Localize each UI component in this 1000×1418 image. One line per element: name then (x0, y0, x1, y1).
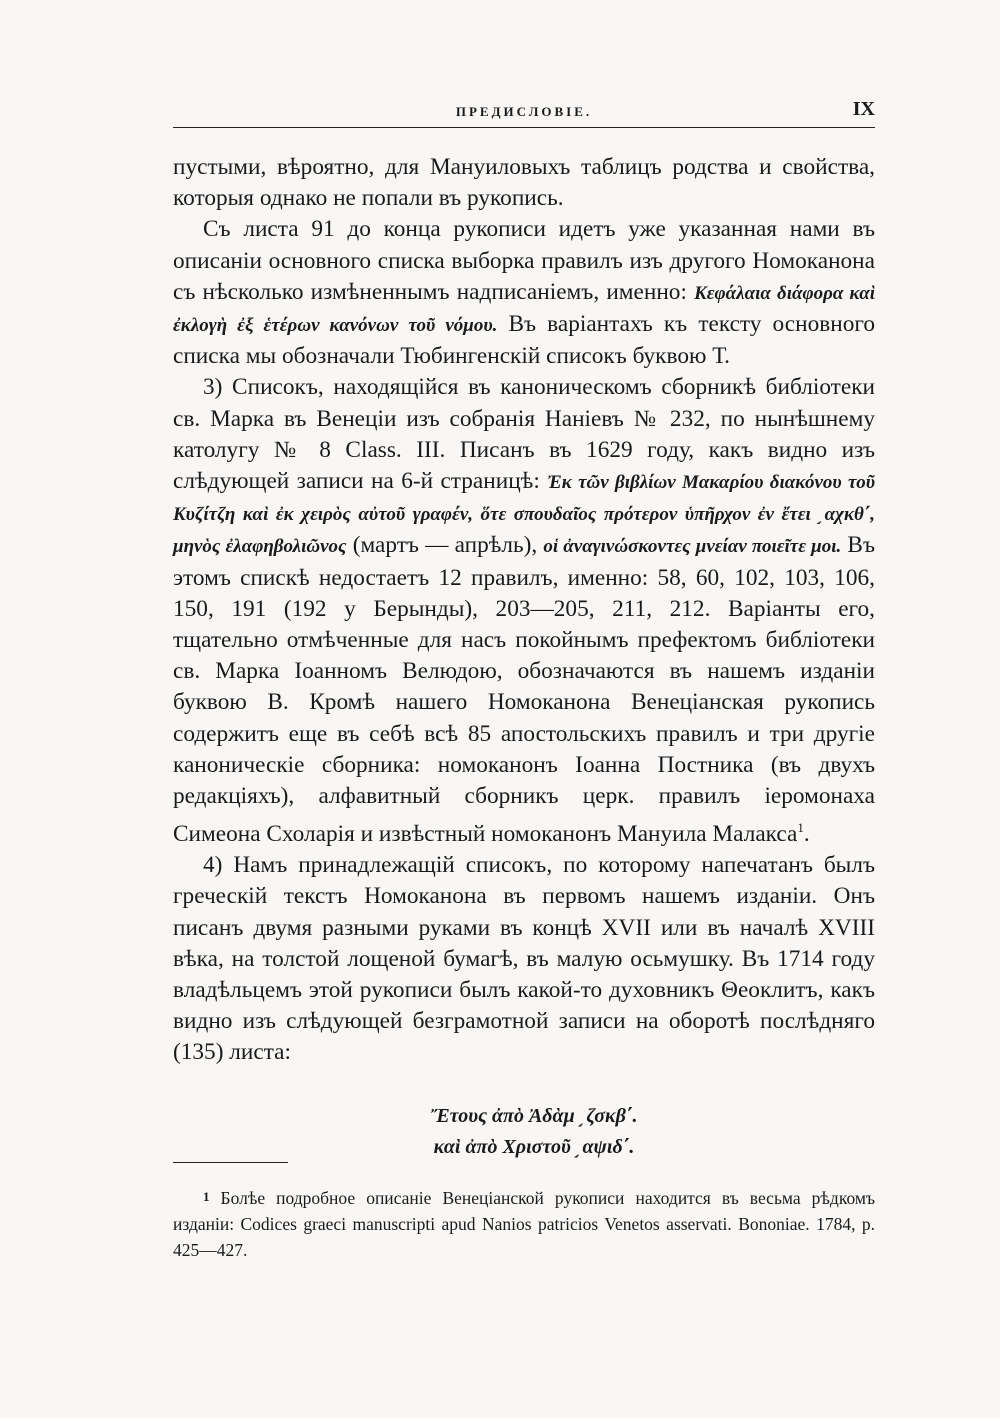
paragraph-2-text-b: Въ варіантахъ къ тексту основного списка мы обозначали Тюбингенскій списокъ буквою Т. (173, 311, 875, 370)
quote-line-1: Ἔτους ἀπὸ Ἀδὰμ ͵ζσκβ΄. (430, 1105, 638, 1127)
footnote-reference: 1 (797, 820, 804, 836)
greek-inscription: Ἐκ τῶν βιβλίων Μακαρίου διακόνου τοῦ Κυζίτζη καὶ ἐκ χειρὸς αὐτοῦ γραφέν, ὅτε σπουδαῖος πρότερον ὑπῆρχον ἐν ἔτει ͵αχκθ΄, μηνὸς ἐλαφηβολιῶνος (173, 472, 875, 558)
paragraph-3 (173, 372, 875, 850)
paragraph-3-text-b: (мартъ — апрѣль), (346, 532, 544, 559)
paragraph-2 (173, 214, 875, 372)
paragraph-4 (173, 850, 875, 1068)
greek-title: Κεφάλαια διάφορα καὶ ἐκλογὴ ἐξ ἑτέρων κανόνων τοῦ νόμου. (173, 282, 875, 337)
footnote-text-block (173, 1184, 875, 1263)
header-rule (173, 127, 875, 128)
greek-quote (173, 1101, 875, 1163)
main-text (173, 152, 875, 1069)
running-header (173, 98, 875, 128)
paragraph-4-text: 4) Намъ принадлежащій списокъ, по которому напечатанъ былъ греческій текстъ Номоканона въ первомъ нашемъ изданіи. Онъ писанъ двумя разными руками въ концѣ XVII или въ началѣ XVIII вѣка, на толстой лощеной бумагѣ, въ малую осьмушку. Въ 1714 году владѣльцемъ этой рукописи былъ какой-то духовникъ Θеоклитъ, какъ видно изъ слѣдующей безграмотной записи на оборотѣ послѣдняго (135) листа: (173, 852, 875, 1066)
paragraph-3-text-a: 3) Списокъ, находящійся въ каноническомъ сборникѣ библіотеки св. Марка въ Венеціи изъ собранія Наніевъ № 232, по нынѣшнему католугу № 8 Class. III. Писанъ въ 1629 году, какъ видно изъ слѣдующей записи на 6-й страницѣ: (173, 374, 875, 495)
quote-line-2: καὶ ἀπὸ Χριστοῦ ͵αψιδ΄. (433, 1136, 635, 1158)
paragraph-2-text-a: Съ листа 91 до конца рукописи идетъ уже указанная нами въ описаніи основного списка выборка правилъ изъ другого Номоканона съ нѣсколько измѣненнымъ надписаніемъ, именно: (173, 216, 875, 305)
footnote-text: Болѣе подробное описаніе Венеціанской рукописи находится въ весьма рѣдкомъ изданіи: Codices graeci manuscripti apud Nanios patricios Venetos asservati. Bononiae. 1784, p. 425—427. (173, 1188, 875, 1260)
greek-request: οἱ ἀναγινώσκοντες μνείαν ποιεῖτε μοι. (543, 536, 842, 558)
page-number: IX (852, 98, 875, 120)
footnote-rule (173, 1162, 288, 1163)
paragraph-3-text-c: Въ этомъ спискѣ недостаетъ 12 правилъ, именно: 58, 60, 102, 103, 106, 150, 191 (192 у Берынды), 203—205, 211, 212. Варіанты его, тщательно отмѣченные для насъ покойнымъ префектомъ библіотеки св. Марка Іоанномъ Велюдою, обозначаются въ нашемъ изданіи буквою В. Кромѣ нашего Номоканона Венеціанская рукопись содержитъ еще въ себѣ всѣ 85 апостольскихъ правилъ и три другіе каноническіе сборника: номоканонъ Іоанна Постника (въ двухъ редакціяхъ), алфавитный сборникъ церк. правилъ іеромонаха Симеона Схоларія и извѣстный номоканонъ Мануила Малакса (173, 532, 875, 848)
footnote (173, 1184, 875, 1263)
paragraph-1-text: пустыми, вѣроятно, для Мануиловыхъ таблицъ родства и свойства, которыя однако не попали въ рукопись. (173, 154, 875, 212)
paragraph-3-end: . (803, 821, 810, 848)
running-title: ПРЕДИСЛОВІЕ. (455, 104, 593, 119)
footnote-marker: 1 (203, 1189, 210, 1204)
paragraph-1 (173, 152, 875, 214)
